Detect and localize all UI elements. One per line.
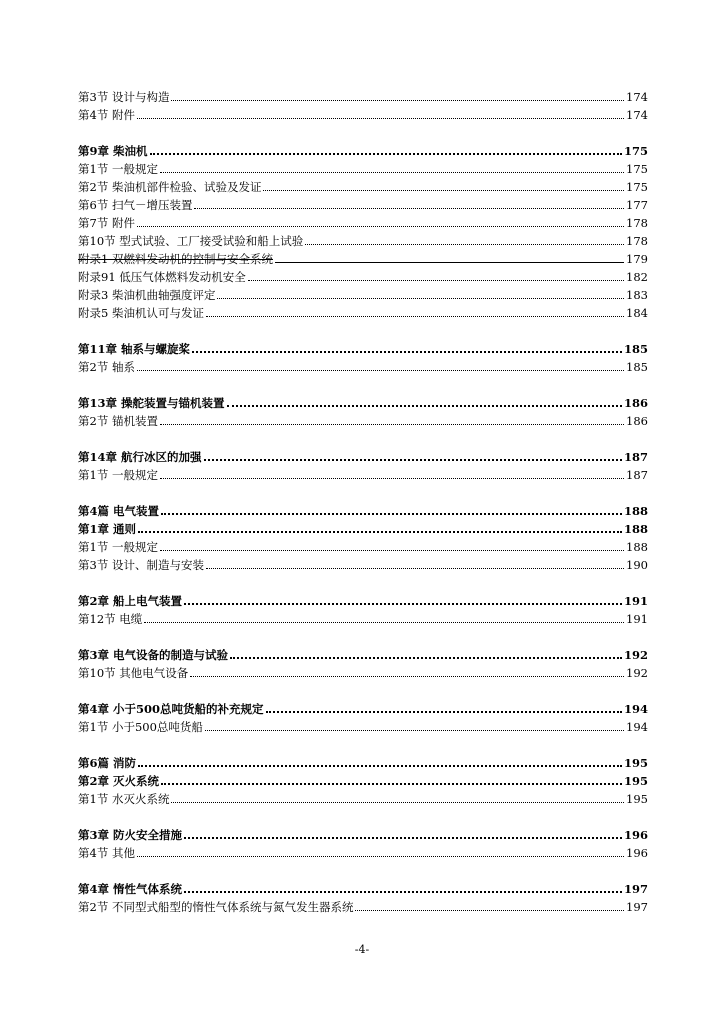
dot-leader bbox=[190, 675, 624, 677]
toc-entry-label: 第6篇 消防 bbox=[78, 756, 137, 770]
dot-leader bbox=[161, 512, 622, 515]
dot-leader bbox=[184, 602, 622, 605]
toc-entry-row bbox=[78, 268, 648, 286]
dot-leader bbox=[192, 350, 622, 353]
toc-entry-row bbox=[78, 538, 648, 556]
toc-entry-page: 194 bbox=[626, 720, 648, 734]
toc-heading-row bbox=[78, 394, 648, 412]
dot-leader bbox=[137, 225, 624, 227]
toc-entry-label: 第1节 小于500总吨货船 bbox=[78, 720, 203, 734]
toc-entry-label: 第3章 防火安全措施 bbox=[78, 828, 183, 842]
toc-entry-page: 182 bbox=[626, 270, 648, 284]
toc-entry-page: 177 bbox=[626, 198, 648, 212]
toc-entry-row bbox=[78, 196, 648, 214]
toc-entry-label: 第4章 惰性气体系统 bbox=[78, 882, 183, 896]
toc-entry-page: 174 bbox=[626, 108, 648, 122]
dot-leader bbox=[206, 567, 624, 569]
toc-entry-page: 186 bbox=[623, 396, 648, 410]
dot-leader bbox=[248, 279, 624, 281]
toc-entry-label: 附录5 柴油机认可与发证 bbox=[78, 306, 204, 320]
toc-entry-label: 第4章 小于500总吨货船的补充规定 bbox=[78, 702, 264, 716]
toc-entry-page: 192 bbox=[623, 648, 648, 662]
toc-entry-row bbox=[78, 358, 648, 376]
toc-entry-label: 第13章 操舵装置与锚机装置 bbox=[78, 396, 225, 410]
dot-leader bbox=[138, 764, 622, 767]
toc-entry-label: 第3节 设计、制造与安装 bbox=[78, 558, 204, 572]
toc-entry-row bbox=[78, 304, 648, 322]
toc-entry-page: 187 bbox=[623, 450, 648, 464]
dot-leader bbox=[184, 890, 622, 893]
dot-leader bbox=[194, 207, 624, 209]
toc-entry-label: 第3章 电气设备的制造与试验 bbox=[78, 648, 229, 662]
toc-heading-row bbox=[78, 826, 648, 844]
dot-leader bbox=[144, 621, 624, 623]
toc-entry-row bbox=[78, 556, 648, 574]
toc-entry-label: 第1节 一般规定 bbox=[78, 468, 158, 482]
toc-heading-row bbox=[78, 880, 648, 898]
toc-entry-page: 190 bbox=[626, 558, 648, 572]
toc-entry-page: 188 bbox=[626, 540, 648, 554]
toc-entry-page: 196 bbox=[623, 828, 648, 842]
toc-entry-page: 188 bbox=[623, 522, 648, 536]
toc-entry-page: 174 bbox=[626, 90, 648, 104]
dot-leader bbox=[230, 656, 622, 659]
dot-leader bbox=[137, 855, 624, 857]
toc-heading-row bbox=[78, 448, 648, 466]
toc-entry-label: 第4节 附件 bbox=[78, 108, 135, 122]
toc-entry-page: 195 bbox=[626, 792, 648, 806]
toc-heading-row bbox=[78, 700, 648, 718]
toc-entry-page: 183 bbox=[626, 288, 648, 302]
dot-leader bbox=[150, 152, 622, 155]
toc-entry-row bbox=[78, 610, 648, 628]
dot-leader bbox=[227, 404, 622, 407]
toc-entry-page: 195 bbox=[623, 756, 648, 770]
toc-entry-row bbox=[78, 286, 648, 304]
dot-leader bbox=[160, 423, 624, 425]
toc-entry-row bbox=[78, 232, 648, 250]
toc-entry-label: 第1节 水灭火系统 bbox=[78, 792, 170, 806]
dot-leader bbox=[204, 458, 622, 461]
toc-entry-page: 197 bbox=[623, 882, 648, 896]
toc-entry-label: 第11章 轴系与螺旋桨 bbox=[78, 342, 191, 356]
dot-leader bbox=[205, 729, 624, 731]
dot-leader bbox=[171, 801, 624, 803]
toc-entry-label: 第2章 灭火系统 bbox=[78, 774, 160, 788]
toc-entry-page: 194 bbox=[623, 702, 648, 716]
dot-leader bbox=[160, 549, 624, 551]
toc-entry-row bbox=[78, 664, 648, 682]
toc-entry-row bbox=[78, 178, 648, 196]
toc-entry-page: 196 bbox=[626, 846, 648, 860]
dot-leader bbox=[171, 99, 624, 101]
dot-leader bbox=[263, 189, 624, 191]
toc-entry-label: 第14章 航行冰区的加强 bbox=[78, 450, 202, 464]
dot-leader bbox=[137, 369, 624, 371]
toc-entry-row bbox=[78, 844, 648, 862]
toc-entry-label: 第2节 柴油机部件检验、试验及发证 bbox=[78, 180, 262, 194]
toc-entry-page: 175 bbox=[626, 180, 648, 194]
toc-entry-label: 附录1 双燃料发动机的控制与安全系统 bbox=[78, 252, 273, 266]
toc-entry-page: 178 bbox=[626, 216, 648, 230]
toc-entry-row bbox=[78, 466, 648, 484]
toc-entry-label: 第9章 柴油机 bbox=[78, 144, 148, 158]
toc-entry-label: 第10节 型式试验、工厂接受试验和船上试验 bbox=[78, 234, 304, 248]
dot-leader bbox=[206, 315, 624, 317]
dot-leader bbox=[355, 909, 624, 911]
toc-entry-row bbox=[78, 898, 648, 916]
toc-entry-label: 第1章 通则 bbox=[78, 522, 137, 536]
toc-entry-label: 第12节 电缆 bbox=[78, 612, 143, 626]
toc-entry-label: 第7节 附件 bbox=[78, 216, 135, 230]
toc-heading-row bbox=[78, 340, 648, 358]
toc-entry-page: 191 bbox=[623, 594, 648, 608]
toc-entry-page: 197 bbox=[626, 900, 648, 914]
toc-heading-row bbox=[78, 754, 648, 772]
toc-heading-row bbox=[78, 772, 648, 790]
toc-entry-row bbox=[78, 250, 648, 268]
dot-leader bbox=[137, 117, 624, 119]
dot-leader bbox=[266, 710, 622, 713]
toc-entry-label: 第10节 其他电气设备 bbox=[78, 666, 189, 680]
toc-entry-page: 191 bbox=[626, 612, 648, 626]
toc-heading-row bbox=[78, 592, 648, 610]
toc-entry-label: 第6节 扫气－增压装置 bbox=[78, 198, 193, 212]
toc-entry-row bbox=[78, 412, 648, 430]
toc-entry-page: 178 bbox=[626, 234, 648, 248]
toc-entry-page: 184 bbox=[626, 306, 648, 320]
toc-entry-label: 第4节 其他 bbox=[78, 846, 135, 860]
toc-entry-label: 第1节 一般规定 bbox=[78, 162, 158, 176]
toc-entry-row bbox=[78, 718, 648, 736]
toc-entry-label: 第3节 设计与构造 bbox=[78, 90, 170, 104]
dot-leader bbox=[275, 261, 624, 263]
toc-entry-page: 185 bbox=[623, 342, 648, 356]
toc-entry-page: 179 bbox=[626, 252, 648, 266]
toc-heading-row bbox=[78, 520, 648, 538]
toc-entry-label: 第2节 锚机装置 bbox=[78, 414, 158, 428]
dot-leader bbox=[161, 782, 622, 785]
toc-entry-page: 195 bbox=[623, 774, 648, 788]
page-number: -4- bbox=[354, 943, 370, 956]
toc-entry-page: 175 bbox=[623, 144, 648, 158]
dot-leader bbox=[138, 530, 622, 533]
toc-entry-label: 附录91 低压气体燃料发动机安全 bbox=[78, 270, 246, 284]
dot-leader bbox=[160, 477, 624, 479]
toc-entry-page: 187 bbox=[626, 468, 648, 482]
toc-entry-page: 175 bbox=[626, 162, 648, 176]
toc-entry-row bbox=[78, 88, 648, 106]
toc-entry-label: 第2章 船上电气装置 bbox=[78, 594, 183, 608]
dot-leader bbox=[160, 171, 624, 173]
toc-entry-label: 附录3 柴油机曲轴强度评定 bbox=[78, 288, 216, 302]
table-of-contents bbox=[78, 88, 648, 916]
toc-entry-label: 第1节 一般规定 bbox=[78, 540, 158, 554]
toc-entry-row bbox=[78, 214, 648, 232]
toc-heading-row bbox=[78, 142, 648, 160]
toc-entry-page: 188 bbox=[623, 504, 648, 518]
toc-entry-label: 第4篇 电气装置 bbox=[78, 504, 160, 518]
toc-entry-row bbox=[78, 790, 648, 808]
dot-leader bbox=[184, 836, 622, 839]
toc-entry-page: 185 bbox=[626, 360, 648, 374]
toc-entry-page: 192 bbox=[626, 666, 648, 680]
toc-entry-label: 第2节 不同型式船型的惰性气体系统与氮气发生器系统 bbox=[78, 900, 354, 914]
dot-leader bbox=[217, 297, 624, 299]
toc-entry-label: 第2节 轴系 bbox=[78, 360, 135, 374]
dot-leader bbox=[305, 243, 624, 245]
toc-entry-page: 186 bbox=[626, 414, 648, 428]
toc-heading-row bbox=[78, 502, 648, 520]
toc-entry-row bbox=[78, 106, 648, 124]
toc-entry-row bbox=[78, 160, 648, 178]
toc-heading-row bbox=[78, 646, 648, 664]
